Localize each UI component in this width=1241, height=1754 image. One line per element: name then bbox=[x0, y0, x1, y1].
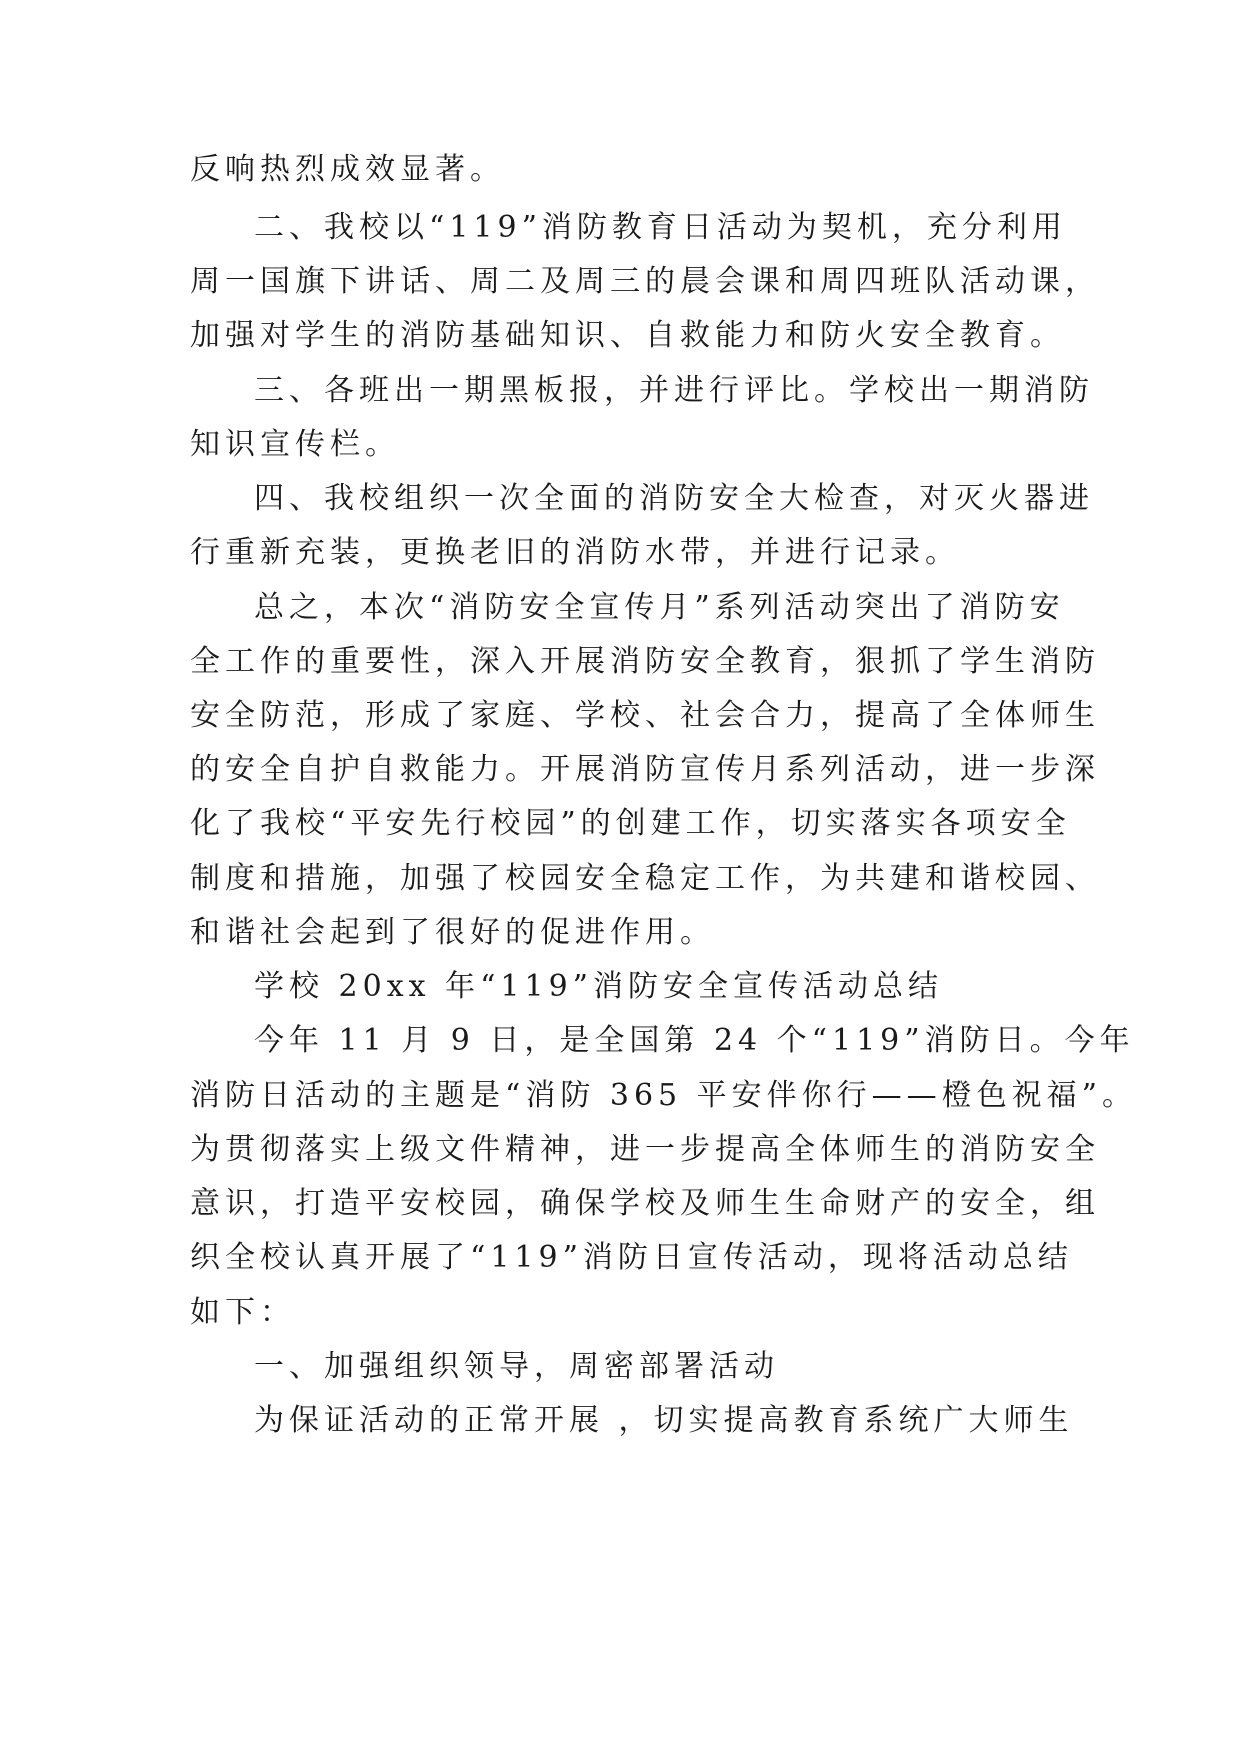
text-line: 总之，本次“消防安全宣传月”系列活动突出了消防安 bbox=[254, 590, 1065, 625]
section-title: 学校 20xx 年“119”消防安全宣传活动总结 bbox=[254, 969, 944, 1004]
text-line: 全工作的重要性，深入开展消防安全教育，狠抓了学生消防 bbox=[190, 644, 1100, 679]
text-line: 的安全自护自救能力。开展消防宣传月系列活动，进一步深 bbox=[190, 752, 1100, 787]
text-line: 制度和措施，加强了校园安全稳定工作，为共建和谐校园、 bbox=[190, 861, 1100, 896]
text-line: 二、我校以“119”消防教育日活动为契机，充分利用 bbox=[254, 210, 1067, 245]
text-line: 化了我校“平安先行校园”的创建工作，切实落实各项安全 bbox=[190, 806, 1071, 841]
text-line: 如下： bbox=[190, 1295, 295, 1330]
text-line: 行重新充装，更换老旧的消防水带，并进行记录。 bbox=[190, 535, 960, 570]
text-line: 反响热烈成效显著。 bbox=[190, 152, 505, 187]
text-line: 和谐社会起到了很好的促进作用。 bbox=[190, 915, 715, 950]
text-line: 安全防范，形成了家庭、学校、社会合力，提高了全体师生 bbox=[190, 698, 1100, 733]
text-line: 为保证活动的正常开展 ，切实提高教育系统广大师生 bbox=[254, 1403, 1074, 1438]
text-line: 三、各班出一期黑板报，并进行评比。学校出一期消防 bbox=[254, 373, 1094, 408]
section-heading: 一、加强组织领导，周密部署活动 bbox=[254, 1349, 779, 1384]
text-line: 今年 11 月 9 日，是全国第 24 个“119”消防日。今年 bbox=[254, 1023, 1135, 1058]
text-line: 周一国旗下讲话、周二及周三的晨会课和周四班队活动课， bbox=[190, 264, 1100, 299]
text-line: 织全校认真开展了“119”消防日宣传活动，现将活动总结 bbox=[190, 1240, 1073, 1275]
text-line: 知识宣传栏。 bbox=[190, 427, 400, 462]
text-line: 四、我校组织一次全面的消防安全大检查，对灭火器进 bbox=[254, 481, 1094, 516]
text-line: 加强对学生的消防基础知识、自救能力和防火安全教育。 bbox=[190, 318, 1065, 353]
text-line: 为贯彻落实上级文件精神，进一步提高全体师生的消防安全 bbox=[190, 1132, 1100, 1167]
text-line: 意识，打造平安校园，确保学校及师生生命财产的安全，组 bbox=[190, 1186, 1100, 1221]
text-line: 消防日活动的主题是“消防 365 平安伴你行——橙色祝福”。 bbox=[190, 1078, 1138, 1113]
